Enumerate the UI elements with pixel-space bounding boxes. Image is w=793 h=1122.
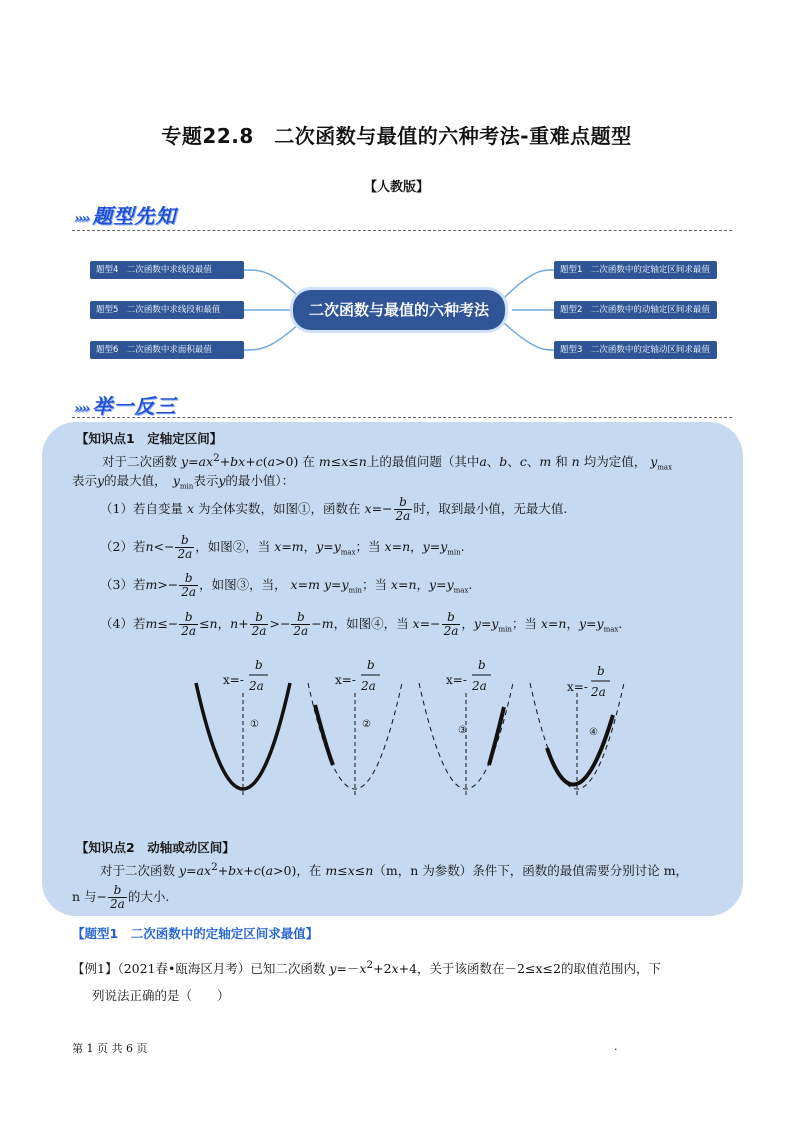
page-title: 专题22.8 二次函数与最值的六种考法-重难点题型 bbox=[161, 124, 632, 148]
svg-text:2a: 2a bbox=[361, 679, 376, 693]
banner-text: 举一反三 bbox=[92, 394, 177, 418]
mindmap-center: 二次函数与最值的六种考法 bbox=[293, 290, 505, 330]
edition-label: 【人教版】 bbox=[363, 180, 429, 195]
kp2-heading: 【知识点2 动轴或动区间】 bbox=[76, 840, 235, 855]
svg-text:2a: 2a bbox=[472, 679, 487, 693]
example-1-line1: 【例1】（2021春•瓯海区月考）已知二次函数 $y=-x^2+2x+4$，关于该函数在－2≤x≤2的取值范围内，下 bbox=[72, 959, 661, 977]
mindmap-left-item: 题型6 二次函数中求面积最值 bbox=[90, 341, 244, 359]
kp1-heading: 【知识点1 定轴定区间】 bbox=[76, 431, 223, 446]
banner-text: 题型先知 bbox=[92, 204, 177, 228]
svg-text:③: ③ bbox=[458, 725, 467, 736]
mindmap-right-item: 题型3 二次函数中的定轴动区间求最值 bbox=[554, 341, 717, 359]
svg-text:x=-: x=- bbox=[335, 673, 356, 687]
example-1-line2: 列说法正确的是（ ） bbox=[92, 988, 230, 1003]
svg-text:④: ④ bbox=[589, 727, 598, 738]
kp1-item4: （4）若m≤− $\frac{b}{2a}$ ≤n，n+ $\frac{b}{2a}$ >− $\frac{b}{2a}$ −m，如图④，当 x=− $\frac{b}{2a}$ ，$y=y_{min}$；当 x=n，$y=y_{max}$. bbox=[100, 610, 623, 638]
kp1-intro-line1: 对于二次函数 $y=ax^2+bx+c(a>0)$ 在 m≤x≤n上的最值问题（其中a、b、c、m 和 n 均为定值， $y_{max}$ bbox=[102, 452, 673, 472]
kp1-item2: （2）若n<− $\frac{b}{2a}$ ，如图②，当 x=m，$y=y_{max}$；当 x=n，$y=y_{min}$. bbox=[100, 533, 465, 561]
figure-1 bbox=[196, 658, 290, 795]
svg-text:b: b bbox=[478, 658, 486, 672]
svg-text:b: b bbox=[597, 664, 605, 678]
mindmap-right-item: 题型2 二次函数中的动轴定区间求最值 bbox=[554, 301, 717, 319]
svg-text:x=-: x=- bbox=[446, 673, 467, 687]
kp1-intro-line2: 表示y的最大值， $y_{min}$表示y的最小值）： bbox=[72, 473, 295, 491]
question-type-1-heading: 【题型1 二次函数中的定轴定区间求最值】 bbox=[72, 926, 319, 941]
mindmap-left-item: 题型5 二次函数中求线段和最值 bbox=[90, 301, 244, 319]
mindmap-left-item: 题型4 二次函数中求线段最值 bbox=[90, 261, 244, 279]
kp2-line1: 对于二次函数 $y=ax^2+bx+c(a>0)$，在 m≤x≤n（m，n 为参数）条件下，函数的最值需要分别讨论 m， bbox=[100, 861, 689, 879]
svg-text:②: ② bbox=[362, 719, 371, 730]
banner-arrows: ›››› bbox=[74, 401, 89, 417]
figure-4 bbox=[530, 664, 624, 795]
kp2-line2: n 与− $\frac{b}{2a}$ 的大小. bbox=[72, 883, 170, 911]
svg-text:①: ① bbox=[250, 719, 259, 730]
mindmap-right-item: 题型1 二次函数中的定轴定区间求最值 bbox=[554, 261, 717, 279]
banner-practice bbox=[74, 390, 176, 419]
divider bbox=[72, 417, 732, 418]
svg-text:2a: 2a bbox=[249, 679, 264, 693]
kp1-item3: （3）若m>− $\frac{b}{2a}$ ，如图③，当， x=m $y=y_{min}$；当 x=n，$y=y_{max}$. bbox=[100, 571, 473, 599]
banner-question-types bbox=[74, 200, 176, 229]
svg-text:x=-: x=- bbox=[223, 673, 244, 687]
banner-arrows: ›››› bbox=[74, 211, 89, 227]
kp1-item1: （1）若自变量 x 为全体实数，如图①，函数在 x=− $\frac{b}{2a}$ 时，取到最小值，无最大值. bbox=[100, 495, 568, 523]
svg-text:b: b bbox=[255, 658, 263, 672]
figure-3 bbox=[419, 658, 513, 795]
svg-text:x=-: x=- bbox=[567, 680, 588, 694]
figure-2 bbox=[308, 658, 402, 795]
parabola-figures bbox=[180, 655, 640, 805]
page-footer: 第 1 页 共 6 页 bbox=[72, 1042, 148, 1055]
footer-dot: . bbox=[614, 1040, 618, 1053]
svg-text:b: b bbox=[367, 658, 375, 672]
svg-text:2a: 2a bbox=[591, 685, 606, 699]
divider bbox=[72, 230, 732, 231]
